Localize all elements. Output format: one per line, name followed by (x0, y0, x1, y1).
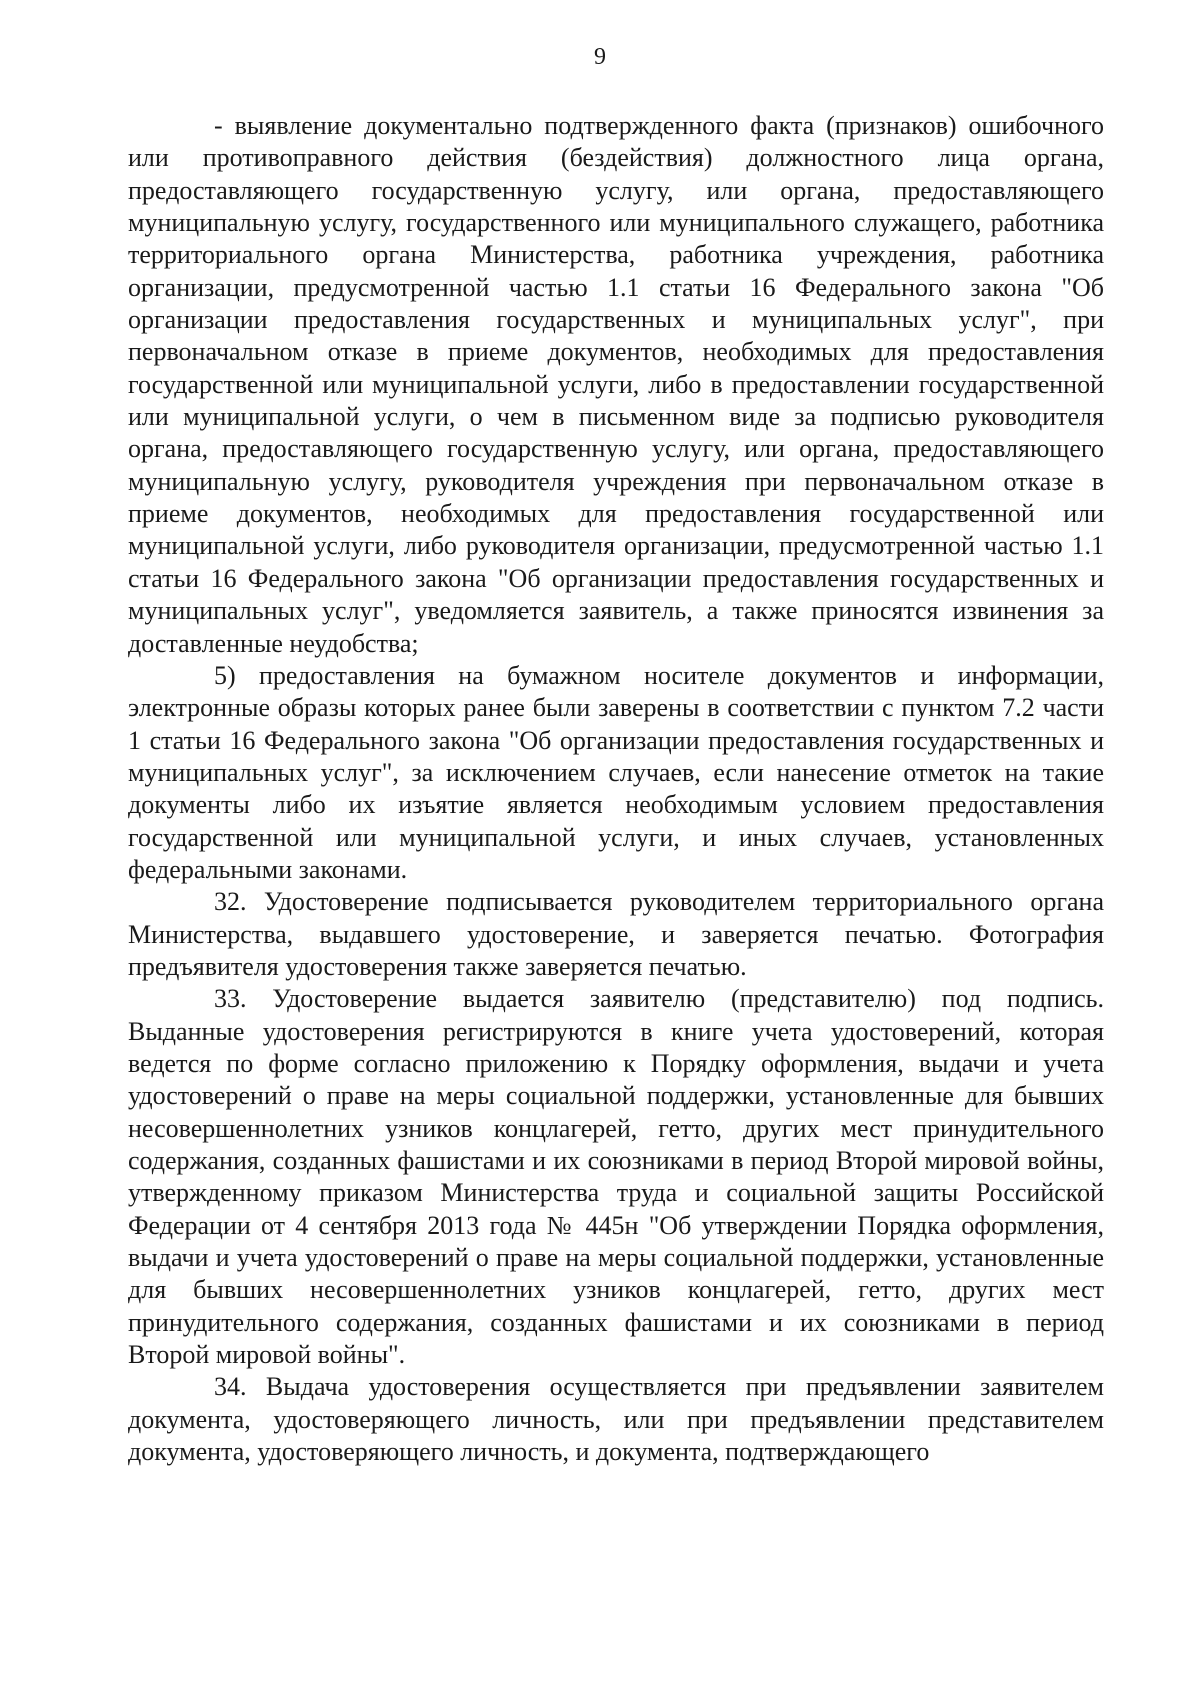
paragraph-32: 32. Удостоверение подписывается руководителем территориального органа Министерства, выдавшего удостоверение, и заверяется печатью. Фотография предъявителя удостоверения также заверяется печатью. (128, 887, 1104, 981)
paragraph-item-5: 5) предоставления на бумажном носителе документов и информации, электронные образы которых ранее были заверены в соответствии с пунктом 7.2 части 1 статьи 16 Федерального закона "Об организации предоставления государственных и муниципальных услуг", за исключением случаев, если нанесение отметок на такие документы либо их изъятие является необходимым условием предоставления государственной или муниципальной услуги, и иных случаев, установленных федеральными законами. (128, 660, 1104, 884)
paragraph-34: 34. Выдача удостоверения осуществляется при предъявлении заявителем документа, удостоверяющего личность, или при предъявлении представителем документа, удостоверяющего личность, и документа, подтверждающего (128, 1372, 1104, 1467)
paragraph-33: 33. Удостоверение выдается заявителю (представителю) под подпись. Выданные удостоверения регистрируются в книге учета удостоверений, которая ведется по форме согласно приложению к Порядку оформления, выдачи и учета удостоверений о праве на меры социальной поддержки, установленные для бывших несовершеннолетних узников концлагерей, гетто, других мест принудительного содержания, созданных фашистами и их союзниками в период Второй мировой войны, утвержденному приказом Министерства труда и социальной защиты Российской Федерации от 4 сентября 2013 года № 445н "Об утверждении Порядка оформления, выдачи и учета удостоверений о праве на меры социальной поддержки, установленные для бывших несовершеннолетних узников концлагерей, гетто, других мест принудительного содержания, созданных фашистами и их союзниками в период Второй мировой войны". (128, 984, 1104, 1370)
paragraph-error-detection: - выявление документально подтвержденного факта (признаков) ошибочного или противоправного действия (бездействия) должностного лица органа, предоставляющего государственную услугу, или органа, предоставляющего муниципальную услугу, государственного или муниципального служащего, работника территориального органа Министерства, работника учреждения, работника организации, предусмотренной частью 1.1 статьи 16 Федерального закона "Об организации предоставления государственных и муниципальных услуг", при первоначальном отказе в приеме документов, необходимых для предоставления государственной или муниципальной услуги, либо в предоставлении государственной или муниципальной услуги, о чем в письменном виде за подписью руководителя органа, предоставляющего государственную услугу, или органа, предоставляющего муниципальную услугу, руководителя учреждения при первоначальном отказе в приеме документов, необходимых для предоставления государственной или муниципальной услуги, либо руководителя организации, предусмотренной частью 1.1 статьи 16 Федерального закона "Об организации предоставления государственных и муниципальных услуг", уведомляется заявитель, а также приносятся извинения за доставленные неудобства; (128, 111, 1104, 658)
page-number: 9 (594, 44, 606, 70)
document-body (128, 110, 1104, 1468)
